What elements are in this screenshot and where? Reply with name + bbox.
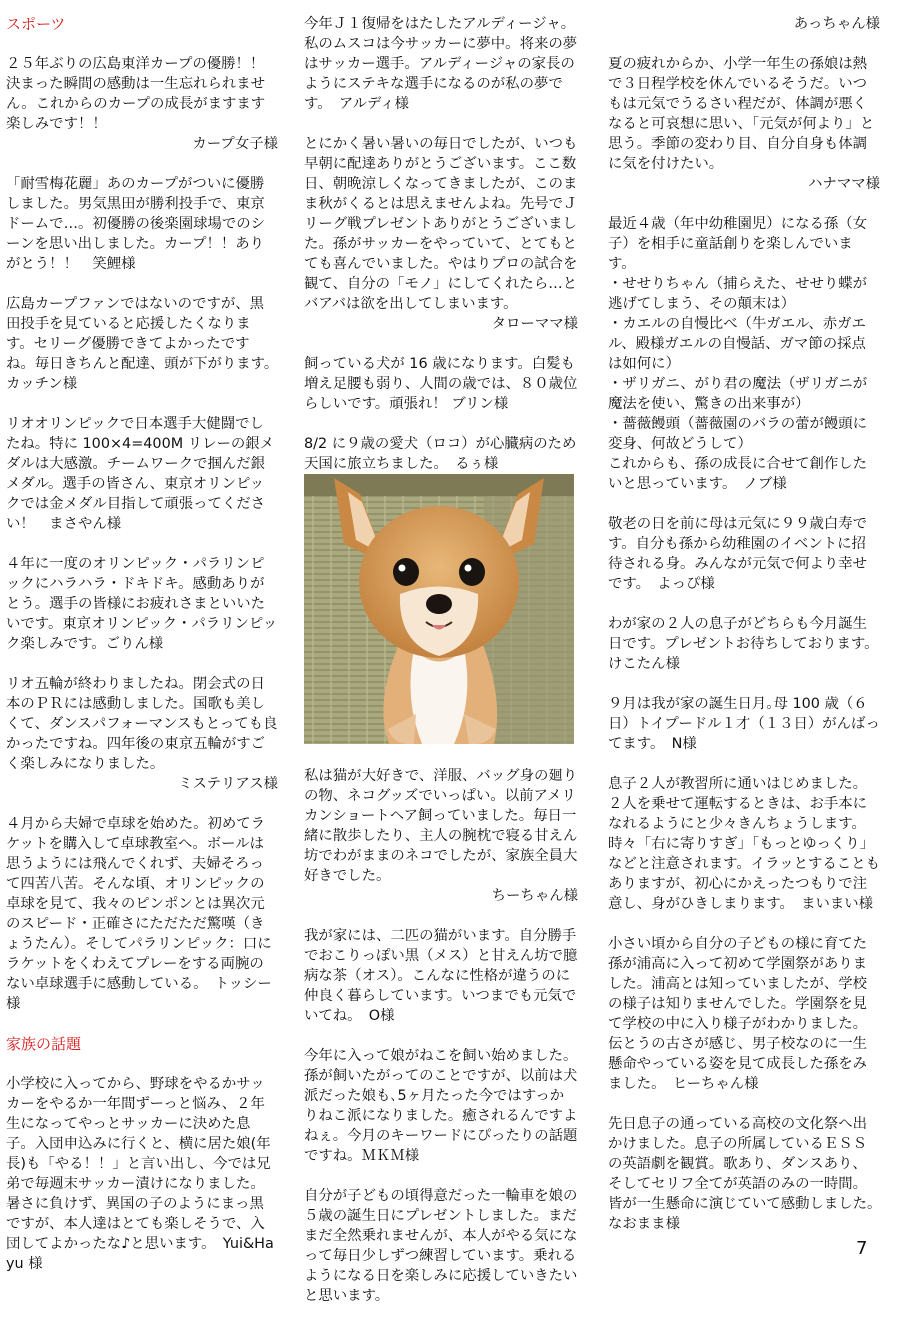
letter: 小学校に入ってから、野球をやるかサッカーをやるか一年間ずーっと悩み、２年生になってやっとサッカーに決めた息子。入団申込みに行くと、横に居た娘(年長)も「やる！！」と言い出し、今では兄弟で毎週末サッカー漬けになりました。暑さに負けず、異国の子のようにまっ黒ですが、本人達はとても楽しそうで、入団してよかったな♪と思います。 Yui&Hayu 様: [6, 1076, 274, 1272]
column-2: [304, 14, 578, 1326]
letter: ２５年ぶりの広島東洋カープの優勝！！決まった瞬間の感動は一生忘れられません。これからのカープの成長がますます楽しみです！！ カープ女子様: [6, 56, 278, 152]
letter: 敬老の日を前に母は元気に９９歳白寿です。自分も孫から幼稚園のイベントに招待される身。みんなが元気で何より幸せです。 よっぴ様: [608, 516, 868, 592]
letter: リオオリンピックで日本選手大健闘でしたね。特に 100×4=400M リレーの銀メダルは大感激。チームワークで掴んだ銀メダル。選手の皆さん、東京オリンピックでは金メダル目指して頑張ってください！ まさやん様: [6, 416, 275, 532]
letter-signature: ミステリアス様: [178, 776, 278, 792]
page-number: 7: [856, 1238, 868, 1259]
letter: ４月から夫婦で卓球を始めた。初めてラケットを購入して卓球教室へ。ボールは思うようには飛んでくれず、夫婦そろって四苦八苦。そんな頃、オリンピックの卓球を見て、我々のピンポンとは異次元のスピード・正確さにただただ驚嘆（きょうたん）。そしてパラリンピック：口にラケットをくわえてプレーをする両腕のない卓球選手に感動している。 トッシー様: [6, 816, 272, 1012]
section-heading-family: 家族の話題: [6, 1035, 82, 1053]
letter: 自分が子どもの頃得意だった一輪車を娘の５歳の誕生日にプレゼントしました。まだまだ全然乗れませんが、本人がやる気になって毎日少しずつ練習しています。乗れるようになる日を楽しみに応援していきたいと思います。: [304, 1188, 578, 1304]
section-heading-sports: スポーツ: [6, 15, 66, 33]
dog-photo: [304, 474, 574, 744]
letter: 先日息子の通っている高校の文化祭へ出かけました。息子の所属しているＥＳＳの英語劇を観賞。歌あり、ダンスあり、そしてセリフ全てが英語のみの一時間。皆が一生懸命に演じていて感動しました。 なおまま様: [608, 1116, 889, 1232]
column-1: [6, 14, 286, 1294]
letter: わが家の２人の息子がどちらも今月誕生日です。プレゼントお待ちしております。 けこたん様: [608, 616, 886, 672]
letter: 今年Ｊ１復帰をはたしたアルディージャ。私のムスコは今サッカーに夢中。将来の夢はサッカー選手。アルディージャの家長のようにステキな選手になるのが私の夢です。 アルディ様: [304, 16, 578, 112]
letter: 飼っている犬が 16 歳になります。白髪も増え足腰も弱り、人間の歳では、８０歳位らしいです。頑張れ！ ブリン様: [304, 356, 578, 412]
letter: リオ五輪が終わりましたね。閉会式の日本のＰＲには感動しました。国歌も美しくて、ダンスパフォーマンスもとっても良かったですね。四年後の東京五輪がすごく楽しみになりました。 ミステリアス様: [6, 676, 278, 792]
column-3: [608, 14, 889, 1254]
letter: 私は猫が大好きで、洋服、バッグ身の廻りの物、ネコグッズでいっぱい。以前アメリカンショートヘア飼っていました。毎日一緒に散歩したり、主人の腕枕で寝る甘えん坊でわがままのネコでしたが、家族全員大好きでした。 ちーちゃん様: [304, 768, 578, 904]
letter: ９月は我が家の誕生日月｡母 100 歳（６日）トイプードル１才（１３日）がんばってます。 N様: [608, 696, 880, 752]
letter: 広島カープファンではないのですが、黒田投手を見ていると応援したくなります。セリーグ優勝できてよかったですね。毎日きちんと配達、頭が下がります。 カッチン様: [6, 296, 286, 392]
letter: とにかく暑い暑いの毎日でしたが、いつも早朝に配達ありがとうございます。ここ数日、朝晩涼しくなってきましたが、このまま秋がくるとは思えませんよね。先号でＪリーグ戦プレゼントありがとうございました。孫がサッカーをやっていて、とてもとても喜んでいました。やはりプロの試合を観て、自分の「モノ」にしてくれたら…とバアバは欲を出してしまいます。 タローママ様: [304, 136, 578, 332]
letter: ４年に一度のオリンピック・パラリンピックにハラハラ・ドキドキ。感動ありがとう。選手の皆様にお疲れさまといいたいです。東京オリンピック・パラリンピック楽しみです。ごりん様: [6, 556, 278, 652]
letter-signature: あっちゃん様: [793, 16, 880, 32]
letter-signature: タローママ様: [491, 316, 578, 332]
letter-signature: ハナママ様: [808, 176, 880, 192]
letter-signature: ちーちゃん様: [491, 888, 578, 904]
letter: 8/2 に９歳の愛犬（ロコ）が心臓病のため天国に旅立ちました。 るぅ様: [304, 436, 577, 472]
letter: 我が家には、二匹の猫がいます。自分勝手でおこりっぽい黒（メス）と甘えん坊で臆病な茶（オス）。こんなに性格が違うのに仲良く暮らしています。いつまでも元気でいてね。 O様: [304, 928, 578, 1024]
letter-continued: [608, 14, 880, 34]
letter-signature: カープ女子様: [192, 136, 278, 152]
letter: 「耐雪梅花麗」あのカープがついに優勝しました。男気黒田が勝利投手で、東京ドームで…。初優勝の後楽園球場でのシーンを思い出しました。カープ！！ありがとう！！ 笑鯉様: [6, 176, 266, 272]
letter: 夏の疲れからか、小学一年生の孫娘は熱で３日程学校を休んでいるそうだ。いつもは元気でうるさい程だが、体調が悪くなると可哀想に思い、「元気が何より」と思う。季節の変わり目、自分自身も体調に気を付けたい。 ハナママ様: [608, 56, 880, 192]
letter: 息子２人が教習所に通いはじめました。２人を乗せて運転するときは、お手本になれるようにと少々きんちょうします。時々「右に寄りすぎ」「もっとゆっくり」などと注意されます。イラッとすることもありますが、初心にかえったつもりで注意し、身がひきしまります。 まいまい様: [608, 776, 880, 912]
letter: 最近４歳（年中幼稚園児）になる孫（女子）を相手に童話創りを楽しんでいます。 ・せせりちゃん（捕らえた、せせり蝶が逃げてしまう、その顛末は） ・カエルの自慢比べ（牛ガエル、赤ガエル、殿様ガエルの自慢話、ガマ節の採点は如何に） ・ザリガニ、がり君の魔法（ザリガニが魔法を使い、驚きの出来事が） ・薔薇饅頭（薔薇園のバラの蕾が饅頭に変身、何故どうして） これからも、孫の成長に合せて創作したいと思っています。 ノブ様: [608, 216, 868, 492]
letter: 今年に入って娘がねこを飼い始めました。孫が飼いたがってのことですが、以前は犬派だった娘も､5ヶ月たった今ではすっかりねこ派になりました。癒されるんですよねぇ。今月のキーワードにぴったりの話題ですね。ＭＫＭ様: [304, 1048, 578, 1164]
letter: 小さい頃から自分の子どもの様に育てた孫が浦高に入って初めて学園祭がありました。浦高とは知っていましたが、学校の様子は知りませんでした。学園祭を見て学校の中に入り様子がわかりました。伝とうの古さが感じ、男子校なのに一生懸命やっている姿を見て成長した孫をみました。 ヒーちゃん様: [608, 936, 868, 1092]
